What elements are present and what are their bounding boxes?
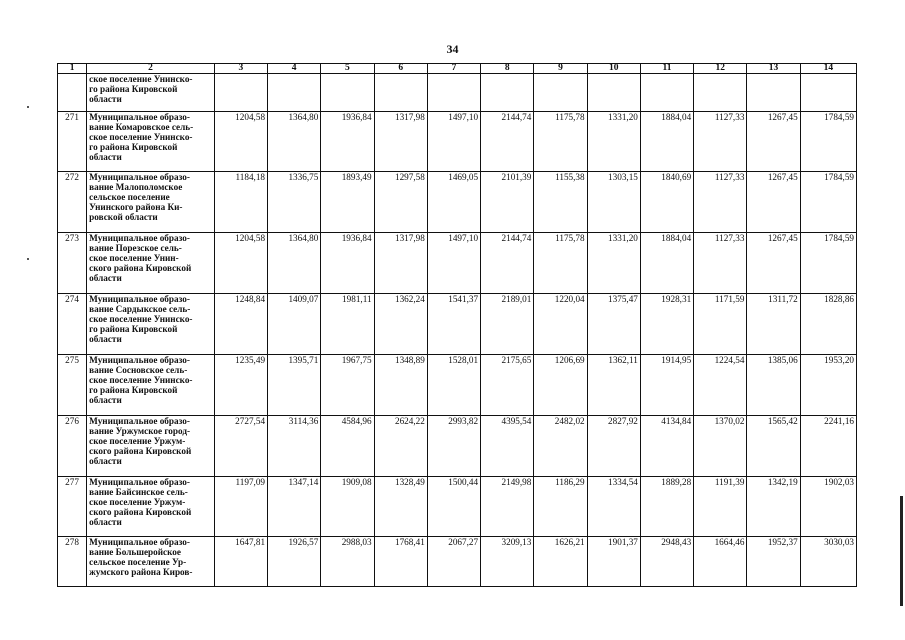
value-cell: 1936,84 [321, 233, 374, 294]
column-header: 3 [214, 64, 267, 74]
column-header: 13 [747, 64, 800, 74]
value-cell: 1364,80 [268, 112, 321, 172]
scan-speck [27, 258, 29, 260]
value-cell: 1626,21 [534, 537, 587, 587]
value-cell: 1901,37 [587, 537, 640, 587]
municipality-name: Муниципальное образо- вание Порезское сель- ское поселение Унин- ского района Кировской области [87, 233, 215, 294]
column-header: 12 [694, 64, 747, 74]
column-header: 10 [587, 64, 640, 74]
value-cell: 1235,49 [214, 355, 267, 416]
value-cell: 2241,16 [800, 416, 856, 477]
value-cell [427, 74, 480, 112]
table-row [58, 416, 857, 477]
value-cell: 1334,54 [587, 477, 640, 537]
value-cell: 2101,39 [481, 172, 534, 233]
value-cell [747, 74, 800, 112]
row-number: 277 [58, 477, 87, 537]
value-cell: 1647,81 [214, 537, 267, 587]
value-cell [800, 74, 856, 112]
value-cell: 1220,04 [534, 294, 587, 355]
row-number: 272 [58, 172, 87, 233]
value-cell: 2189,01 [481, 294, 534, 355]
value-cell: 1541,37 [427, 294, 480, 355]
value-cell: 2624,22 [374, 416, 427, 477]
value-cell: 1953,20 [800, 355, 856, 416]
value-cell: 1884,04 [640, 112, 693, 172]
value-cell: 2948,43 [640, 537, 693, 587]
value-cell [694, 74, 747, 112]
value-cell: 4395,54 [481, 416, 534, 477]
value-cell [640, 74, 693, 112]
column-header: 2 [87, 64, 215, 74]
value-cell: 2067,27 [427, 537, 480, 587]
value-cell [268, 74, 321, 112]
value-cell: 1184,18 [214, 172, 267, 233]
value-cell [534, 74, 587, 112]
value-cell: 1385,06 [747, 355, 800, 416]
value-cell: 1317,98 [374, 112, 427, 172]
municipality-name: Муниципальное образо- вание Малополомское сельское поселение Унинского района Ки- ровской области [87, 172, 215, 233]
value-cell: 1224,54 [694, 355, 747, 416]
row-number: 271 [58, 112, 87, 172]
row-number: 273 [58, 233, 87, 294]
value-cell: 4584,96 [321, 416, 374, 477]
value-cell: 1311,72 [747, 294, 800, 355]
value-cell: 1171,59 [694, 294, 747, 355]
value-cell: 1497,10 [427, 112, 480, 172]
value-cell: 1186,29 [534, 477, 587, 537]
page-number: 34 [446, 42, 459, 56]
value-cell: 1909,08 [321, 477, 374, 537]
value-cell: 1127,33 [694, 233, 747, 294]
value-cell [587, 74, 640, 112]
value-cell: 1267,45 [747, 233, 800, 294]
row-number: 274 [58, 294, 87, 355]
value-cell: 1952,37 [747, 537, 800, 587]
value-cell: 4134,84 [640, 416, 693, 477]
value-cell: 1204,58 [214, 112, 267, 172]
value-cell: 1127,33 [694, 112, 747, 172]
municipality-name: Муниципальное образо- вание Байсинское сель- ское поселение Уржум- ского района Кировской области [87, 477, 215, 537]
value-cell: 1331,20 [587, 233, 640, 294]
value-cell: 1828,86 [800, 294, 856, 355]
value-cell: 1768,41 [374, 537, 427, 587]
municipality-name: Муниципальное образо- вание Большеройское сельское поселение Ур- жумского района Киров- [87, 537, 215, 587]
value-cell: 1893,49 [321, 172, 374, 233]
value-cell: 1784,59 [800, 233, 856, 294]
table-row [58, 355, 857, 416]
value-cell: 1840,69 [640, 172, 693, 233]
value-cell: 1981,11 [321, 294, 374, 355]
table-row [58, 74, 857, 112]
scan-speck [27, 106, 29, 108]
table-row [58, 112, 857, 172]
value-cell: 2482,02 [534, 416, 587, 477]
value-cell: 1664,46 [694, 537, 747, 587]
row-number [58, 74, 87, 112]
column-header: 14 [800, 64, 856, 74]
value-cell: 2988,03 [321, 537, 374, 587]
value-cell: 1370,02 [694, 416, 747, 477]
value-cell: 1375,47 [587, 294, 640, 355]
row-number: 276 [58, 416, 87, 477]
value-cell: 2993,82 [427, 416, 480, 477]
value-cell: 1297,58 [374, 172, 427, 233]
column-number-row [58, 64, 857, 74]
value-cell: 2727,54 [214, 416, 267, 477]
value-cell [374, 74, 427, 112]
value-cell: 3209,13 [481, 537, 534, 587]
value-cell: 1328,49 [374, 477, 427, 537]
tariff-table [57, 63, 857, 587]
table-row [58, 537, 857, 587]
value-cell: 1336,75 [268, 172, 321, 233]
value-cell: 1267,45 [747, 172, 800, 233]
value-cell: 1914,95 [640, 355, 693, 416]
table-row [58, 172, 857, 233]
value-cell: 1469,05 [427, 172, 480, 233]
municipality-name: ское поселение Унинско- го района Кировской области [87, 74, 215, 112]
value-cell: 1342,19 [747, 477, 800, 537]
row-number: 278 [58, 537, 87, 587]
value-cell: 1889,28 [640, 477, 693, 537]
value-cell: 1204,58 [214, 233, 267, 294]
column-header: 9 [534, 64, 587, 74]
value-cell: 1784,59 [800, 172, 856, 233]
value-cell: 1175,78 [534, 233, 587, 294]
value-cell: 1926,57 [268, 537, 321, 587]
value-cell [321, 74, 374, 112]
value-cell: 1303,15 [587, 172, 640, 233]
municipality-name: Муниципальное образо- вание Комаровское сель- ское поселение Унинско- го района Кировской области [87, 112, 215, 172]
value-cell: 1395,71 [268, 355, 321, 416]
value-cell: 1248,84 [214, 294, 267, 355]
value-cell: 1362,24 [374, 294, 427, 355]
scan-edge-mark [900, 496, 903, 606]
table-row [58, 233, 857, 294]
value-cell: 1528,01 [427, 355, 480, 416]
value-cell: 1331,20 [587, 112, 640, 172]
value-cell [214, 74, 267, 112]
value-cell: 1362,11 [587, 355, 640, 416]
value-cell: 1364,80 [268, 233, 321, 294]
value-cell: 1928,31 [640, 294, 693, 355]
value-cell: 1565,42 [747, 416, 800, 477]
value-cell: 1191,39 [694, 477, 747, 537]
column-header: 7 [427, 64, 480, 74]
column-header: 4 [268, 64, 321, 74]
value-cell: 1902,03 [800, 477, 856, 537]
value-cell: 1497,10 [427, 233, 480, 294]
value-cell: 1197,09 [214, 477, 267, 537]
value-cell: 1500,44 [427, 477, 480, 537]
value-cell: 1348,89 [374, 355, 427, 416]
value-cell: 2144,74 [481, 112, 534, 172]
value-cell: 1967,75 [321, 355, 374, 416]
municipality-name: Муниципальное образо- вание Уржумское город- ское поселение Уржум- ского района Кировской области [87, 416, 215, 477]
value-cell: 3114,36 [268, 416, 321, 477]
value-cell: 2144,74 [481, 233, 534, 294]
value-cell: 1127,33 [694, 172, 747, 233]
column-header: 6 [374, 64, 427, 74]
municipality-name: Муниципальное образо- вание Сардыкское сель- ское поселение Унинско- го района Кировской области [87, 294, 215, 355]
value-cell: 1206,69 [534, 355, 587, 416]
value-cell: 1347,14 [268, 477, 321, 537]
value-cell [481, 74, 534, 112]
table-row [58, 477, 857, 537]
value-cell: 1267,45 [747, 112, 800, 172]
table-row [58, 294, 857, 355]
column-header: 11 [640, 64, 693, 74]
column-header: 5 [321, 64, 374, 74]
value-cell: 3030,03 [800, 537, 856, 587]
value-cell: 1884,04 [640, 233, 693, 294]
value-cell: 2175,65 [481, 355, 534, 416]
value-cell: 1409,07 [268, 294, 321, 355]
column-header: 1 [58, 64, 87, 74]
value-cell: 2149,98 [481, 477, 534, 537]
row-number: 275 [58, 355, 87, 416]
column-header: 8 [481, 64, 534, 74]
value-cell: 1317,98 [374, 233, 427, 294]
value-cell: 1175,78 [534, 112, 587, 172]
value-cell: 1155,38 [534, 172, 587, 233]
value-cell: 2827,92 [587, 416, 640, 477]
municipality-name: Муниципальное образо- вание Сосновское сель- ское поселение Унинско- го района Кировской области [87, 355, 215, 416]
value-cell: 1784,59 [800, 112, 856, 172]
value-cell: 1936,84 [321, 112, 374, 172]
